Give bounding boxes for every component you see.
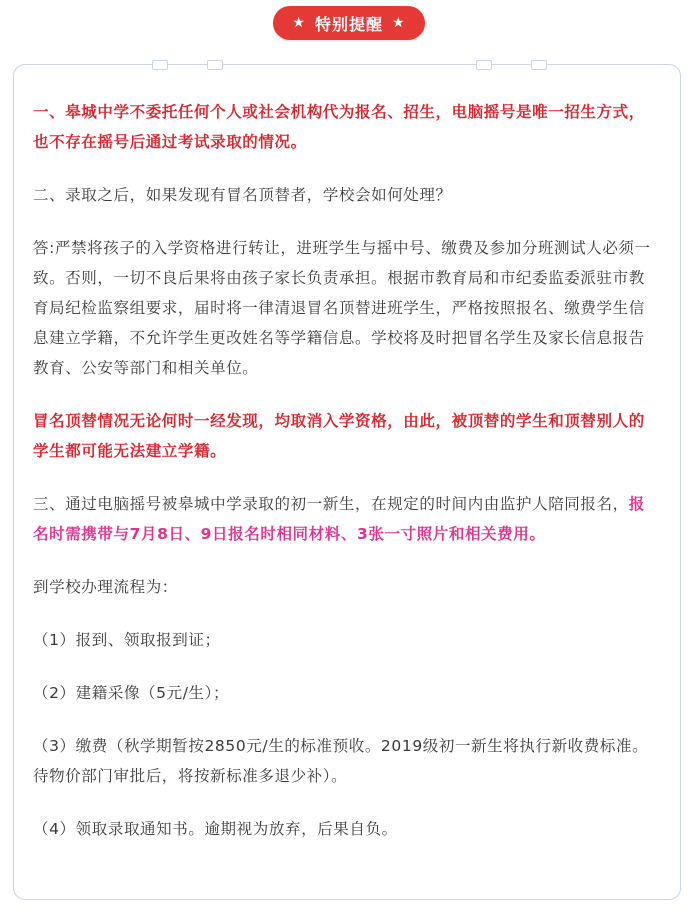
notice-paragraph-1: 一、皋城中学不委托任何个人或社会机构代为报名、招生，电脑摇号是唯一招生方式，也不存在摇号后通过考试录取的情况。 [33, 103, 645, 151]
notice-paragraph-4: 冒名顶替情况无论何时一经发现，均取消入学资格，由此，被顶替的学生和顶替别人的学生都可能无法建立学籍。 [33, 412, 645, 460]
star-icon: ★ [392, 15, 406, 31]
process-step-1: （1）报到、领取报到证； [33, 631, 221, 649]
special-reminder-badge [273, 6, 425, 40]
process-intro: 到学校办理流程为： [33, 578, 178, 596]
notice-paragraph-2: 二、录取之后，如果发现有冒名顶替者，学校会如何处理？ [33, 186, 452, 204]
card-tab-decoration [152, 60, 168, 70]
notice-content [33, 97, 659, 867]
notice-paragraph-5 [33, 489, 659, 549]
notice-paragraph-3: 答:严禁将孩子的入学资格进行转让，进班学生与摇中号、缴费及参加分班测试人必须一致。否则，一切不良后果将由孩子家长负责承担。根据市教育局和市纪委监委派驻市教育局纪检监察组要求，届时将一律清退冒名顶替进班学生，严格按照报名、缴费学生信息建立学籍，不允许学生更改姓名等学籍信息。学校将及时把冒名学生及家长信息报告教育、公安等部门和相关单位。 [33, 239, 651, 377]
card-tab-decoration [207, 60, 223, 70]
process-step-2: （2）建籍采像（5元/生）； [33, 684, 230, 702]
card-tab-decoration [476, 60, 492, 70]
star-icon: ★ [292, 15, 306, 31]
process-step-3: （3）缴费（秋学期暂按2850元/生的标准预收。2019级初一新生将执行新收费标准。待物价部门审批后，将按新标准多退少补）。 [33, 737, 649, 785]
badge-title: 特别提醒 [314, 14, 383, 34]
process-step-4: （4）领取录取通知书。逾期视为放弃，后果自负。 [33, 820, 398, 838]
notice-card [13, 64, 681, 900]
paragraph-5-highlight: 报名时需携带与7月8日、9日报名时相同材料、3张一寸照片和相关费用。 [33, 495, 645, 543]
paragraph-5-text: 三、通过电脑摇号被皋城中学录取的初一新生，在规定的时间内由监护人陪同报名， [33, 495, 629, 513]
card-tab-decoration [531, 60, 547, 70]
